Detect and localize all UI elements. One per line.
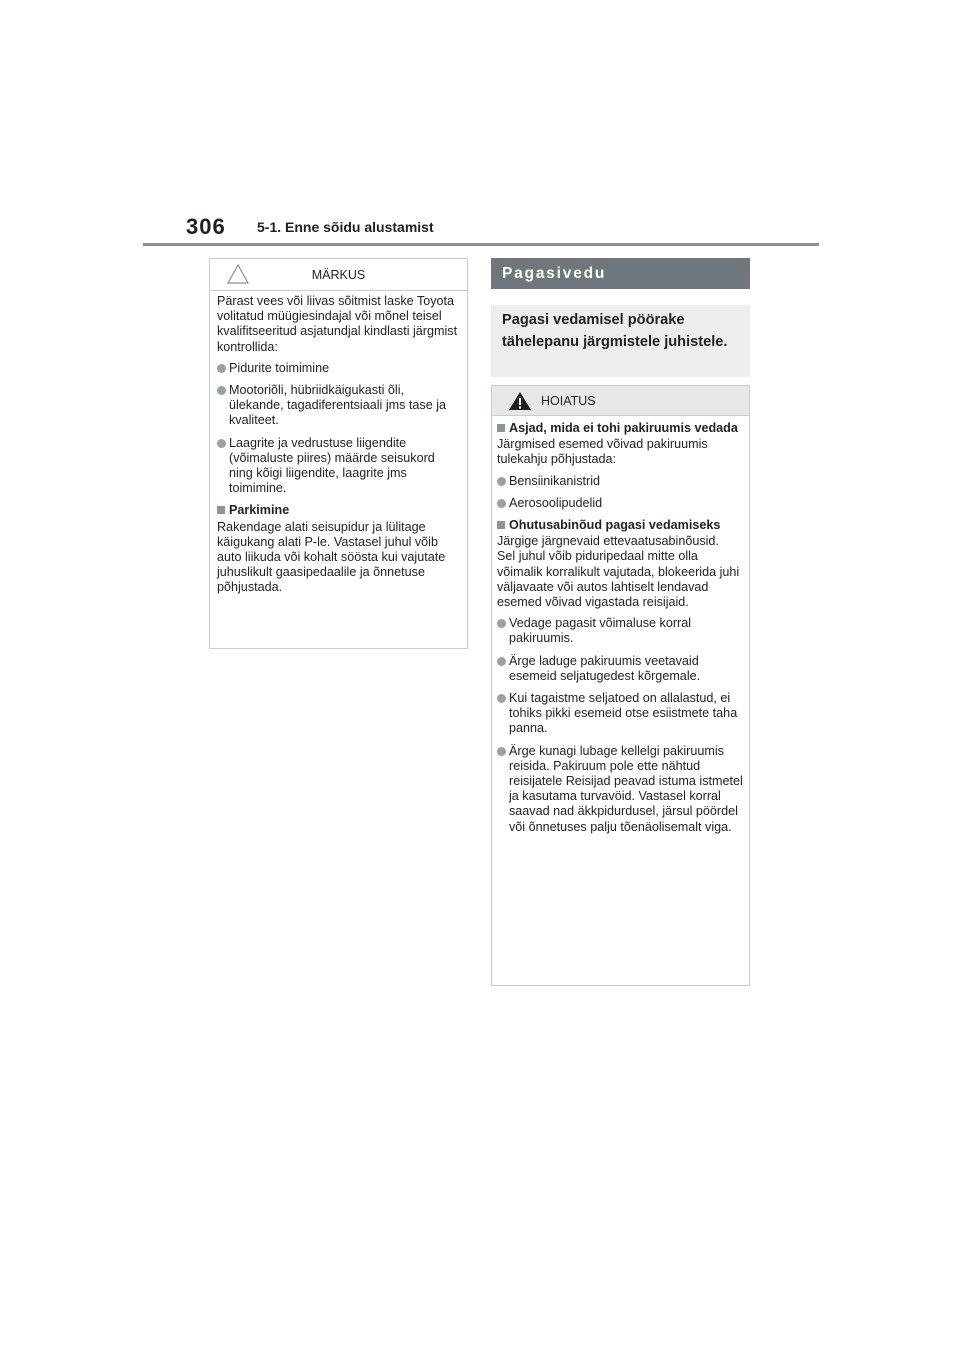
notice-box (209, 258, 468, 649)
notice-header (210, 259, 467, 291)
section-title: 5-1. Enne sõidu alustamist (257, 219, 434, 235)
list-item: Mootoriõli, hübriidkäigukasti õli, ülekande, tagadiferentsiaali jms tase ja kvaliteet. (217, 383, 460, 429)
bullet-dot-icon (497, 747, 506, 756)
pagasivedu-section-title: Pagasivedu (491, 258, 750, 289)
page-number: 306 (186, 214, 226, 239)
parking-text: Rakendage alati seisupidur ja lülitage käigukang alati P-le. Vastasel juhul võib auto liikuda või kohalt söösta kui vajutate juhuslikult gaasipedaalile ja õnnetuse põhjustada. (217, 519, 446, 595)
bullet-dot-icon (497, 694, 506, 703)
warning-box (491, 385, 750, 986)
list-item: Aerosoolipudelid (497, 496, 744, 511)
list-item: Pidurite toimimine (217, 361, 460, 376)
square-bullet-icon (497, 521, 505, 529)
bullet-dot-icon (497, 477, 506, 486)
notice-intro: Pärast vees või liivas sõitmist laske Toyota volitatud müügiesindajal või mõnel teisel kvalifitseeritud asjatundjal kindlasti järgmist kontrollida: (217, 294, 458, 354)
list-item: Ärge laduge pakiruumis veetavaid esemeid seljatugedest kõrgemale. (497, 654, 744, 684)
bullet-dot-icon (497, 657, 506, 666)
warning-text-3: Sel juhul võib piduripedaal mitte olla võimalik korralikult vajutada, blokeerida juhi väljavaate või autos lahtiselt lendavad esemed võivad vigastada reisijaid. (497, 549, 740, 610)
warning-header (492, 386, 749, 416)
square-bullet-icon (217, 506, 225, 514)
list-item: Kui tagaistme seljatoed on allalastud, ei tohiks pikki esemeid otse esiistmete taha panna. (497, 691, 744, 737)
warning-text-1: Järgmised esemed võivad pakiruumis tulekahju põhjustada: (497, 437, 708, 467)
bullet-dot-icon (217, 364, 226, 373)
bullet-dot-icon (217, 386, 226, 395)
parking-heading: Parkimine (217, 503, 460, 518)
warning-title: HOIATUS (541, 394, 596, 408)
pagasivedu-lead: Pagasi vedamisel pöörake tähelepanu järgmistele juhistele. (491, 305, 750, 377)
warning-text-2: Järgige järgnevaid ettevaatusabinõusid. (497, 534, 719, 549)
list-item: Vedage pagasit võimaluse korral pakiruumis. (497, 616, 744, 646)
notice-title: MÄRKUS (311, 267, 366, 282)
list-item: Ärge kunagi lubage kellelgi pakiruumis reisida. Pakiruum pole ette nähtud reisijatele Reisijad peavad istuma istmetel ja kasutama turvavöid. Vastasel korral saavad nad äkkpidurdusel, järsul pöördel või õnnetuses palju tõenäolisemalt viga. (497, 744, 744, 835)
warning-heading-2: Ohutusabinõud pagasi vedamiseks (497, 518, 744, 533)
bullet-dot-icon (497, 619, 506, 628)
square-bullet-icon (497, 424, 505, 432)
list-item: Laagrite ja vedrustuse liigendite (võimaluste piires) määrde seisukord ning kõigi liigendite, laagrite jms toimimine. (217, 436, 460, 497)
warning-heading-1: Asjad, mida ei tohi pakiruumis vedada (497, 421, 744, 436)
warning-triangle-icon (508, 391, 532, 411)
bullet-dot-icon (497, 499, 506, 508)
caution-outline-icon (227, 264, 249, 284)
list-item: Bensiinikanistrid (497, 474, 744, 489)
bullet-dot-icon (217, 439, 226, 448)
header-divider (143, 243, 819, 246)
